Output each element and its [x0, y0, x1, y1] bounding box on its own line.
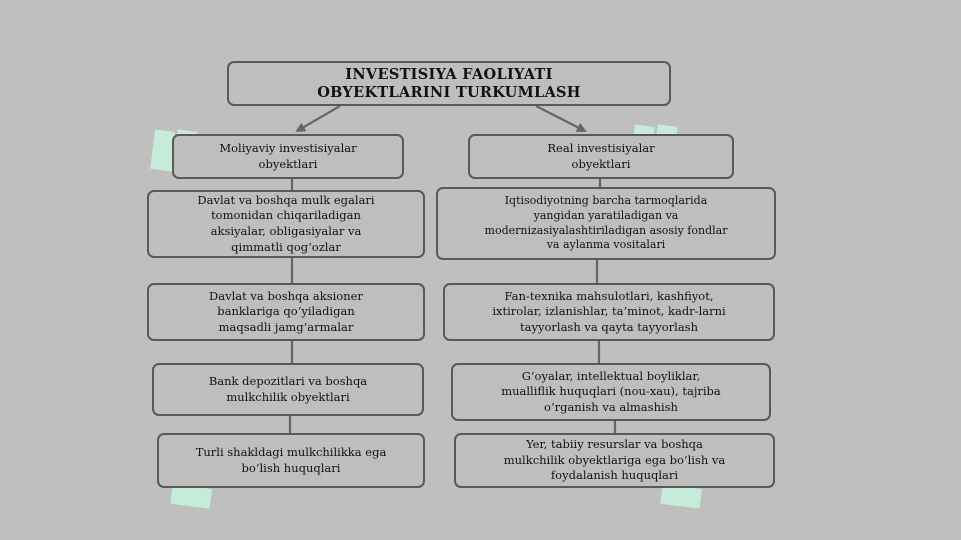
arrow-to-left-header: [297, 106, 340, 131]
left-item-1: Davlat va boshqa mulk egalari tomonidan chiqariladigan aksiyalar, obligasiyalar va qimmatli qog‘ozlar: [147, 190, 425, 258]
left-item-3: Bank depozitlari va boshqa mulkchilik obyektlari: [152, 363, 424, 416]
left-item-2: Davlat va boshqa aksioner banklariga qo‘yiladigan maqsadli jamg‘armalar: [147, 283, 425, 341]
right-item-2: Fan-texnika mahsulotlari, kashfiyot, ixtirolar, izlanishlar, ta’minot, kadr-larni tayyorlash va qayta tayyorlash: [443, 283, 775, 341]
arrow-to-right-header: [536, 106, 585, 131]
left-header-box: Moliyaviy investisiyalar obyektlari: [172, 134, 404, 179]
left-item-4: Turli shakldagi mulkchilikka ega bo‘lish huquqlari: [157, 433, 425, 488]
diagram-title: INVESTISIYA FAOLIYATI OBYEKTLARINI TURKUMLASH: [227, 61, 671, 106]
right-header-box: Real investisiyalar obyektlari: [468, 134, 734, 179]
right-item-3: G‘oyalar, intellektual boyliklar, mualliflik huquqlari (nou-xau), tajriba o‘rganish va almashish: [451, 363, 771, 421]
right-item-1: Iqtisodiyotning barcha tarmoqlarida yangidan yaratiladigan va modernizasiyalashtiriladigan asosiy fondlar va aylanma vositalari: [436, 187, 776, 260]
right-item-4: Yer, tabiiy resurslar va boshqa mulkchilik obyektlariga ega bo‘lish va foydalanish huquqlari: [454, 433, 775, 488]
